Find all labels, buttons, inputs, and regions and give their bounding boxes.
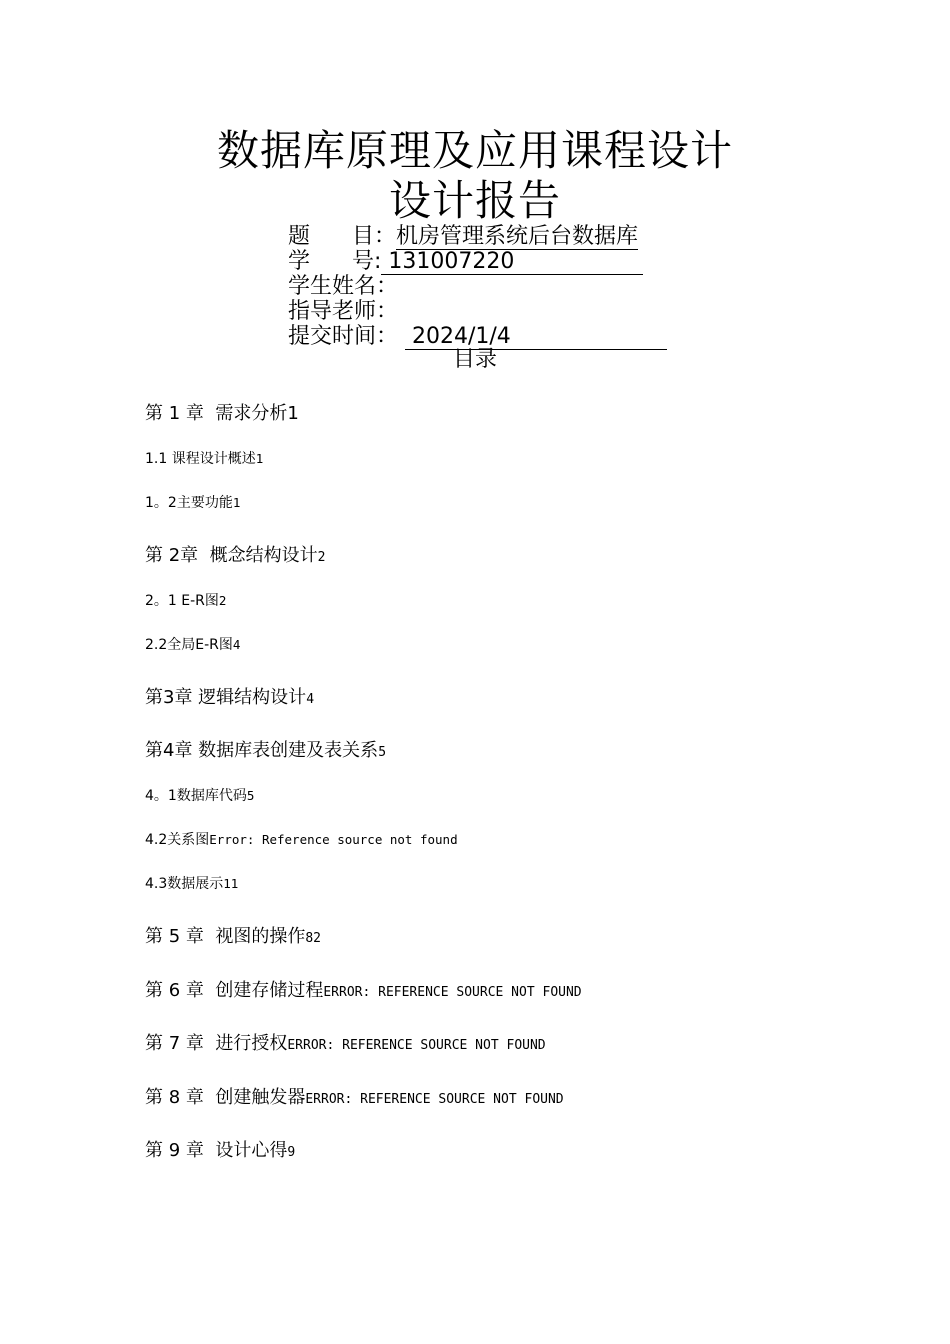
toc-entry-4-2[interactable] (145, 831, 458, 849)
toc-entry-page: 4 (306, 692, 315, 707)
toc-entry-page: 1 (232, 495, 241, 510)
toc-entry-text: 1.1 课程设计概述 (145, 451, 256, 467)
field-advisor (288, 299, 398, 324)
toc-entry-2-1[interactable] (145, 592, 226, 610)
toc-entry-page: ERROR: REFERENCE SOURCE NOT FOUND (287, 1038, 546, 1053)
toc-entry-1-2[interactable] (145, 494, 240, 512)
toc-entry-chapter-2[interactable] (145, 545, 325, 569)
toc-entry-page: 5 (378, 745, 387, 760)
toc-entry-text: 第3章 逻辑结构设计 (145, 687, 307, 708)
toc-entry-text: 4。1数据库代码 (145, 788, 247, 804)
toc-entry-text: 第 8 章 创建触发器 (145, 1087, 306, 1108)
toc-entry-page: 82 (305, 931, 321, 946)
field-student-name (288, 274, 398, 299)
toc-entry-chapter-7[interactable] (145, 1033, 546, 1057)
toc-entry-2-2[interactable] (145, 636, 240, 654)
toc-entry-text: 第 9 章 设计心得 (145, 1140, 288, 1161)
toc-entry-page: 2 (218, 593, 227, 608)
toc-entry-chapter-4[interactable] (145, 740, 386, 764)
toc-entry-chapter-6[interactable] (145, 980, 582, 1004)
toc-entry-page: ERROR: REFERENCE SOURCE NOT FOUND (323, 985, 582, 1000)
field-label: 学生姓名： (288, 274, 399, 299)
field-value: 机房管理系统后台数据库 (395, 224, 638, 249)
toc-entry-text: 第 2章 概念结构设计 (145, 545, 318, 566)
toc-entry-page: 2 (317, 550, 326, 565)
field-topic (288, 224, 638, 249)
toc-heading: 目录 (452, 347, 497, 372)
field-student-id (288, 249, 643, 274)
cover-title-line1: 数据库原理及应用课程设计 (216, 126, 733, 175)
toc-entry-chapter-5[interactable] (145, 926, 321, 950)
toc-entry-page: 11 (223, 876, 239, 891)
field-value: 2024/1/4 (405, 324, 667, 350)
cover-title-line2: 设计报告 (388, 176, 561, 225)
field-label: 学 号: (288, 249, 382, 274)
toc-entry-page: Error: Reference source not found (209, 832, 458, 847)
toc-entry-text: 第 7 章 进行授权 (145, 1033, 288, 1054)
toc-entry-4-3[interactable] (145, 875, 238, 893)
field-submit-time (288, 324, 667, 349)
toc-entry-text: 4.2关系图 (145, 832, 210, 848)
toc-entry-page: 4 (232, 637, 241, 652)
toc-entry-text: 2。1 E-R图 (145, 593, 219, 609)
field-label: 提交时间： (288, 324, 405, 349)
toc-entry-text: 第 6 章 创建存储过程 (145, 980, 324, 1001)
toc-entry-page: 5 (246, 788, 255, 803)
toc-entry-page: 1 (287, 403, 299, 424)
toc-entry-text: 第4章 数据库表创建及表关系 (145, 740, 379, 761)
toc-entry-page: 1 (255, 451, 264, 466)
field-label: 指导老师： (288, 299, 399, 324)
toc-entry-chapter-8[interactable] (145, 1087, 564, 1111)
toc-entry-text: 第 1 章 需求分析 (145, 403, 288, 424)
toc-entry-page: 9 (287, 1145, 296, 1160)
toc-entry-chapter-9[interactable] (145, 1140, 295, 1164)
toc-entry-page: ERROR: REFERENCE SOURCE NOT FOUND (305, 1092, 564, 1107)
field-value: 131007220 (381, 249, 643, 275)
toc-entry-text: 2.2全局E-R图 (145, 637, 233, 653)
toc-entry-text: 4.3数据展示 (145, 876, 224, 892)
field-label: 题 目： (288, 224, 396, 249)
toc-entry-4-1[interactable] (145, 787, 254, 805)
toc-entry-text: 第 5 章 视图的操作 (145, 926, 306, 947)
toc-entry-1-1[interactable] (145, 450, 263, 468)
toc-entry-chapter-1[interactable] (145, 403, 299, 425)
toc-entry-text: 1。2主要功能 (145, 495, 233, 511)
toc-entry-chapter-3[interactable] (145, 687, 314, 711)
